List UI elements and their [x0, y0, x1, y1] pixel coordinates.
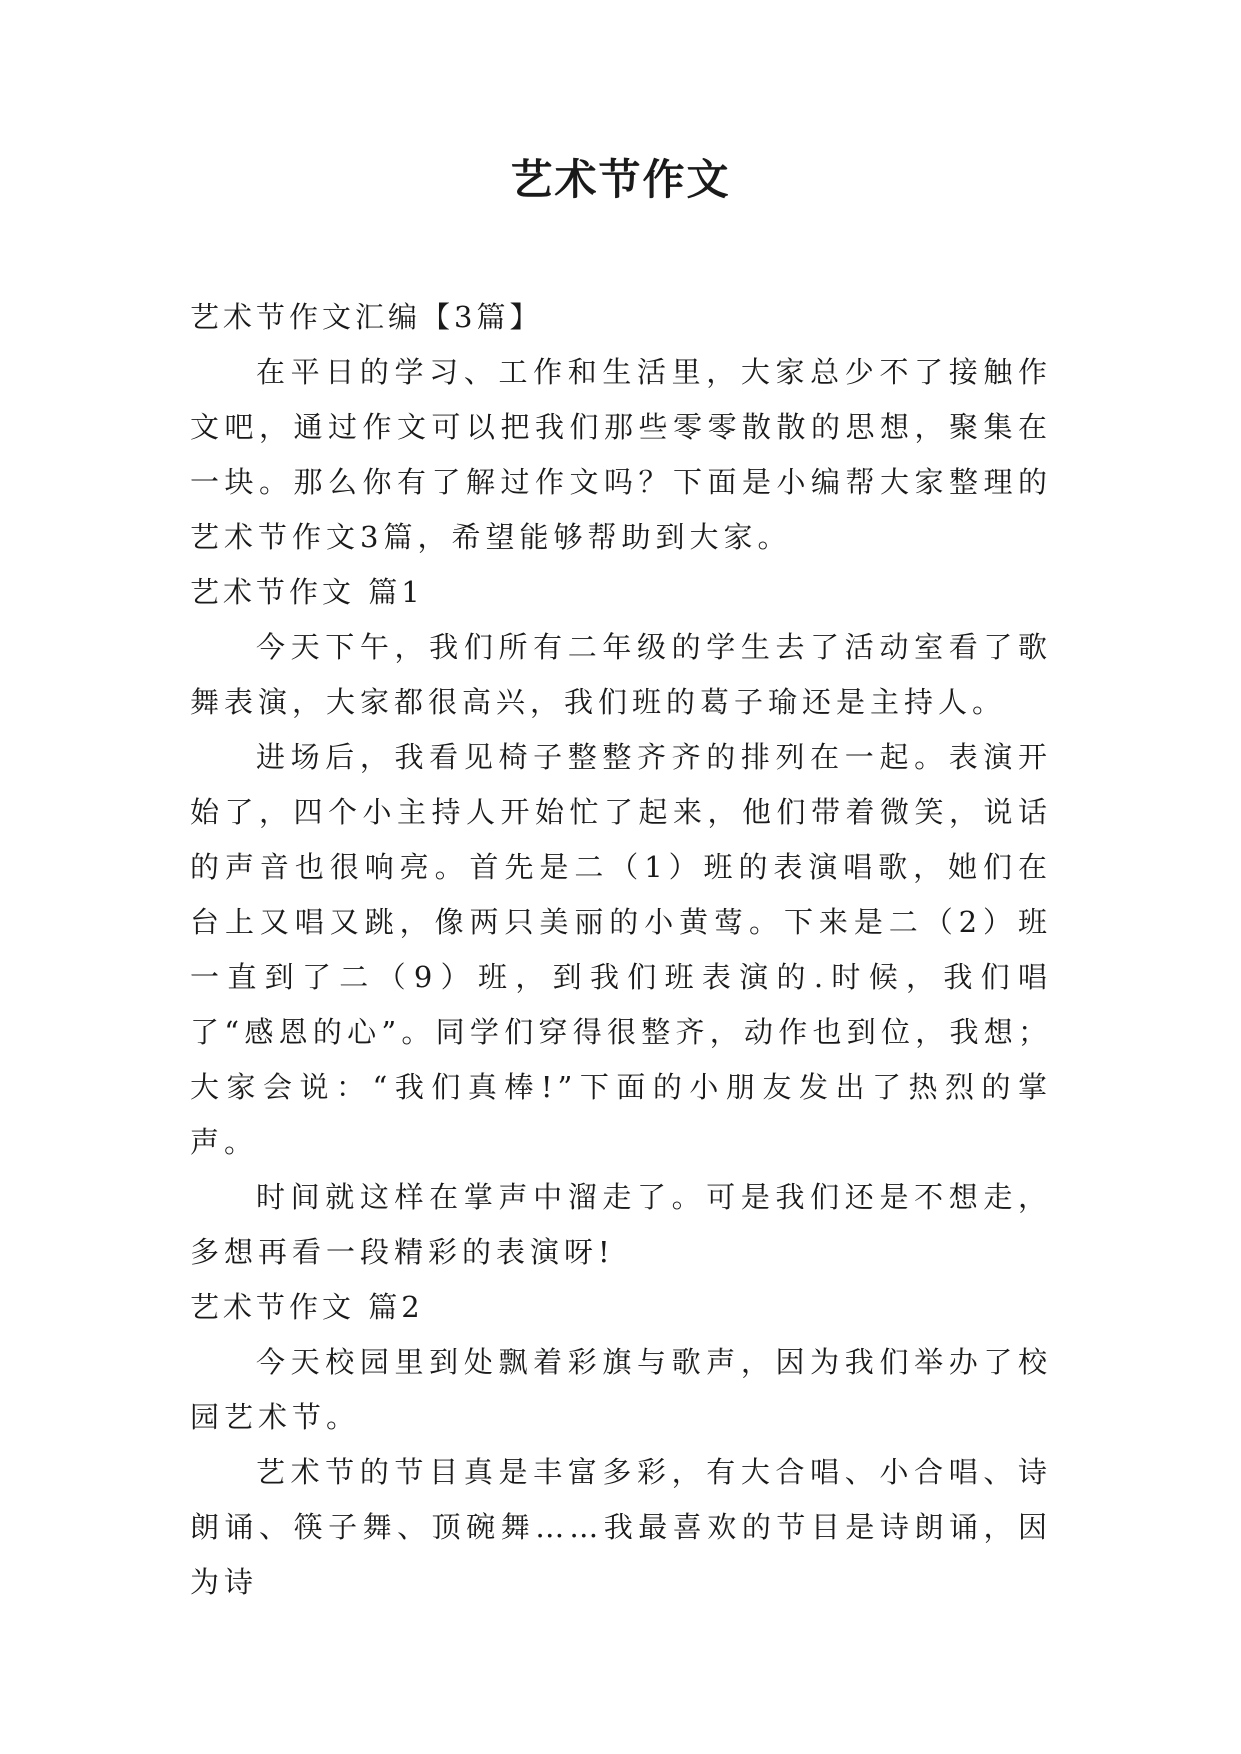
body-paragraph: 今天校园里到处飘着彩旗与歌声，因为我们举办了校园艺术节。 [190, 1345, 1052, 1434]
body-paragraph: 时间就这样在掌声中溜走了。可是我们还是不想走，多想再看一段精彩的表演呀! [190, 1180, 1052, 1269]
body-paragraph: 今天下午，我们所有二年级的学生去了活动室看了歌舞表演，大家都很高兴，我们班的葛子瑜还是主持人。 [190, 630, 1052, 719]
section-heading: 艺术节作文 篇1 [190, 575, 424, 609]
collection-subtitle: 艺术节作文汇编【3篇】 [190, 300, 543, 334]
intro-paragraph: 在平日的学习、工作和生活里，大家总少不了接触作文吧，通过作文可以把我们那些零零散散的思想，聚集在一块。那么你有了解过作文吗？下面是小编帮大家整理的艺术节作文3篇，希望能够帮助到大家。 [190, 355, 1052, 554]
document-title: 艺术节作文 [510, 155, 731, 204]
document-body [190, 290, 1052, 1610]
body-paragraph: 艺术节的节目真是丰富多彩，有大合唱、小合唱、诗朗诵、筷子舞、顶碗舞……我最喜欢的节目是诗朗诵，因为诗 [190, 1455, 1052, 1599]
section-heading: 艺术节作文 篇2 [190, 1290, 424, 1324]
body-paragraph: 进场后，我看见椅子整整齐齐的排列在一起。表演开始了，四个小主持人开始忙了起来，他们带着微笑，说话的声音也很响亮。首先是二（1）班的表演唱歌，她们在台上又唱又跳，像两只美丽的小黄莺。下来是二（2）班一直到了二（9）班，到我们班表演的.时候，我们唱了“感恩的心”。同学们穿得很整齐，动作也到位，我想；大家会说：“我们真棒!”下面的小朋友发出了热烈的掌声。 [190, 740, 1052, 1159]
